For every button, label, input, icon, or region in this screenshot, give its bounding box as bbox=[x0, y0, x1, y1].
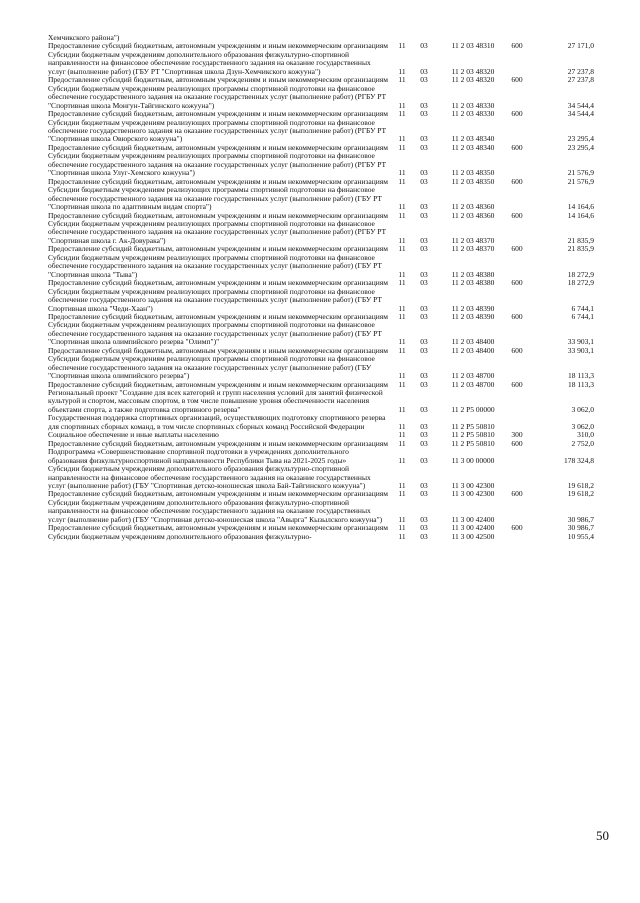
table-row bbox=[48, 321, 594, 346]
row-target-article-code: 11 2 03 48330 bbox=[451, 100, 495, 110]
row-subsection-code: 03 bbox=[420, 41, 428, 51]
row-expense-type-code: 300 bbox=[511, 430, 523, 440]
row-section-code: 11 bbox=[398, 244, 406, 254]
column-spacer bbox=[432, 119, 440, 144]
column-spacer bbox=[432, 279, 440, 287]
column-spacer bbox=[432, 186, 440, 211]
row-amount: 21 576,9 bbox=[567, 168, 594, 178]
column-spacer bbox=[432, 524, 440, 532]
row-amount: 34 544,4 bbox=[567, 100, 594, 110]
column-spacer bbox=[432, 389, 440, 414]
column-spacer bbox=[432, 254, 440, 279]
column-spacer bbox=[432, 34, 440, 42]
row-amount: 30 986,7 bbox=[567, 514, 594, 524]
row-expense-type-code bbox=[506, 220, 528, 245]
row-expense-type-code bbox=[506, 499, 528, 524]
row-description: Подпрограмма «Совершенствование спортивной подготовки в учреждениях дополнительного образования физкультурноспортивной направленности Республики Тыва на 2021-2025 годы» bbox=[48, 447, 349, 465]
column-spacer bbox=[432, 347, 440, 355]
row-section-code: 11 bbox=[398, 438, 406, 448]
row-target-article-code: 11 2 P5 50810 bbox=[451, 421, 495, 431]
row-description: Субсидии бюджетным учреждениям реализующих программы спортивной подготовки на финансовое обеспечение государственного задания на оказание государственных услуг (выполнение работ) (РГБУ РТ "Спортивная школа г. Ак-Довурака") bbox=[48, 218, 387, 245]
row-expense-type-code: 600 bbox=[511, 379, 523, 389]
row-subsection-code: 03 bbox=[420, 438, 428, 448]
row-target-article-code: 11 2 03 48360 bbox=[451, 202, 495, 212]
column-spacer bbox=[432, 212, 440, 220]
budget-table-body bbox=[48, 34, 594, 541]
column-spacer bbox=[432, 110, 440, 118]
row-section-code: 11 bbox=[398, 345, 406, 355]
row-description: Предоставление субсидий бюджетным, автономным учреждениям и иным некоммерческим организациям bbox=[48, 345, 388, 355]
row-expense-type-code bbox=[506, 448, 528, 465]
row-subsection-code: 03 bbox=[420, 202, 428, 212]
row-amount: 19 618,2 bbox=[567, 489, 594, 499]
row-amount: 27 171,0 bbox=[567, 41, 594, 51]
table-row bbox=[48, 465, 594, 490]
row-description: Предоставление субсидий бюджетным, автономным учреждениям и иным некоммерческим организациям bbox=[48, 176, 388, 186]
row-amount: 14 164,6 bbox=[567, 210, 594, 220]
row-description: Государственная поддержка спортивных организаций, осуществляющих подготовку спортивного резерва для спортивных сборных команд, в том числе спортивных сборных команд Российской Федерации bbox=[48, 413, 386, 431]
row-target-article-code: 11 2 03 48350 bbox=[451, 176, 495, 186]
row-target-article-code: 11 2 03 48320 bbox=[451, 66, 495, 76]
row-section-code: 11 bbox=[398, 134, 406, 144]
row-target-article-code: 11 2 03 48380 bbox=[451, 269, 495, 279]
row-description: Субсидии бюджетным учреждениям реализующих программы спортивной подготовки на финансовое обеспечение государственного задания на оказание государственных услуг (выполнение работ) (ГБУ "Спортивная школа олимпийского резерва") bbox=[48, 354, 375, 381]
row-section-code: 11 bbox=[398, 489, 406, 499]
row-expense-type-code bbox=[506, 414, 528, 431]
row-subsection-code: 03 bbox=[420, 311, 428, 321]
row-amount: 2 752,0 bbox=[571, 438, 594, 448]
row-target-article-code: 11 2 03 48400 bbox=[451, 345, 495, 355]
row-section-code: 11 bbox=[398, 142, 406, 152]
row-subsection-code: 03 bbox=[420, 176, 428, 186]
column-spacer bbox=[432, 321, 440, 346]
row-description: Предоставление субсидий бюджетным, автономным учреждениям и иным некоммерческим организациям bbox=[48, 244, 388, 254]
row-target-article-code: 11 2 03 48700 bbox=[451, 379, 495, 389]
table-row bbox=[48, 85, 594, 110]
row-expense-type-code bbox=[506, 51, 528, 76]
row-target-article-code: 11 2 P5 50810 bbox=[451, 438, 495, 448]
row-expense-type-code: 600 bbox=[511, 142, 523, 152]
row-section-code: 11 bbox=[398, 278, 406, 288]
row-subsection-code: 03 bbox=[420, 235, 428, 245]
row-description: Социальное обеспечение и иные выплаты населению bbox=[48, 430, 219, 440]
column-spacer bbox=[432, 465, 440, 490]
row-description: Субсидии бюджетным учреждениям реализующих программы спортивной подготовки на финансовое обеспечение государственного задания на оказание государственных услуг (выполнение работ) (РГБУ РТ "Спортивная школа Улуг-Хемского кожууна") bbox=[48, 151, 387, 178]
row-target-article-code: 11 2 03 48340 bbox=[451, 142, 495, 152]
row-subsection-code: 03 bbox=[420, 337, 428, 347]
row-subsection-code: 03 bbox=[420, 481, 428, 491]
row-expense-type-code bbox=[506, 355, 528, 380]
column-spacer bbox=[432, 42, 440, 50]
row-target-article-code: 11 3 00 42400 bbox=[451, 514, 495, 524]
row-section-code: 11 bbox=[398, 455, 406, 465]
table-row bbox=[48, 288, 594, 313]
row-section-code: 11 bbox=[398, 523, 406, 533]
table-row bbox=[48, 51, 594, 76]
row-amount: 34 544,4 bbox=[567, 109, 594, 119]
row-target-article-code: 11 2 03 48330 bbox=[451, 109, 495, 119]
row-target-article-code: 11 2 03 48400 bbox=[451, 337, 495, 347]
row-description: Предоставление субсидий бюджетным, автономным учреждениям и иным некоммерческим организациям bbox=[48, 75, 388, 85]
row-description: Субсидии бюджетным учреждениям дополнительного образования физкультурно-спортивной направленности на финансовое обеспечение государственного задания на оказание государственных услуг (выполнение работ) (ГБУ "Спортивная детско-юношеская школа Бай-Тайгинского кожууна") bbox=[48, 464, 371, 491]
row-section-code: 11 bbox=[398, 531, 406, 541]
row-expense-type-code: 600 bbox=[511, 278, 523, 288]
row-amount: 6 744,1 bbox=[571, 303, 594, 313]
row-section-code: 11 bbox=[398, 481, 406, 491]
row-expense-type-code bbox=[506, 533, 528, 541]
row-section-code: 11 bbox=[398, 311, 406, 321]
table-row bbox=[48, 448, 594, 465]
row-target-article-code: 11 3 00 42300 bbox=[451, 481, 495, 491]
row-amount: 178 324,8 bbox=[564, 455, 594, 465]
row-expense-type-code bbox=[506, 186, 528, 211]
column-spacer bbox=[432, 313, 440, 321]
row-expense-type-code: 600 bbox=[511, 75, 523, 85]
row-subsection-code: 03 bbox=[420, 303, 428, 313]
row-subsection-code: 03 bbox=[420, 371, 428, 381]
column-spacer bbox=[432, 85, 440, 110]
row-target-article-code: 11 2 03 48390 bbox=[451, 303, 495, 313]
row-subsection-code: 03 bbox=[420, 109, 428, 119]
row-section-code: 11 bbox=[398, 75, 406, 85]
row-description: Региональный проект "Создание для всех категорий и групп населения условий для занятий физической культурой и спортом, массовым спортом, в том числе повышение уровня обеспеченности населения объектами спорта, а также подготовка спортивного резерва" bbox=[48, 388, 383, 414]
table-row bbox=[48, 414, 594, 431]
row-description: Хемчикского района") bbox=[48, 33, 120, 42]
row-expense-type-code: 600 bbox=[511, 438, 523, 448]
row-subsection-code: 03 bbox=[420, 489, 428, 499]
column-spacer bbox=[432, 381, 440, 389]
row-expense-type-code bbox=[506, 321, 528, 346]
row-target-article-code: 11 3 00 00000 bbox=[451, 455, 495, 465]
row-subsection-code: 03 bbox=[420, 421, 428, 431]
row-amount: 30 986,7 bbox=[567, 523, 594, 533]
row-subsection-code: 03 bbox=[420, 455, 428, 465]
table-row bbox=[48, 254, 594, 279]
row-section-code: 11 bbox=[398, 235, 406, 245]
row-subsection-code: 03 bbox=[420, 269, 428, 279]
row-section-code: 11 bbox=[398, 66, 406, 76]
row-amount: 18 272,9 bbox=[567, 269, 594, 279]
row-section-code: 11 bbox=[398, 109, 406, 119]
row-description: Субсидии бюджетным учреждениям реализующих программы спортивной подготовки на финансовое обеспечение государственного задания на оказание государственных услуг (выполнение работ) (РГБУ РТ "Спортивная школа Монгун-Тайгинского кожууна") bbox=[48, 83, 387, 110]
column-spacer bbox=[432, 288, 440, 313]
row-subsection-code: 03 bbox=[420, 75, 428, 85]
row-section-code: 11 bbox=[398, 100, 406, 110]
column-spacer bbox=[432, 178, 440, 186]
row-amount: 3 062,0 bbox=[571, 421, 594, 431]
row-description: Предоставление субсидий бюджетным, автономным учреждениям и иным некоммерческим организациям bbox=[48, 523, 388, 533]
row-subsection-code: 03 bbox=[420, 514, 428, 524]
row-target-article-code: 11 2 03 48350 bbox=[451, 168, 495, 178]
column-spacer bbox=[432, 490, 440, 498]
row-subsection-code: 03 bbox=[420, 244, 428, 254]
table-row bbox=[48, 119, 594, 144]
row-description: Предоставление субсидий бюджетным, автономным учреждениям и иным некоммерческим организациям bbox=[48, 438, 388, 448]
row-target-article-code: 11 2 03 48320 bbox=[451, 75, 495, 85]
table-row bbox=[48, 533, 594, 541]
row-subsection-code: 03 bbox=[420, 404, 428, 414]
row-subsection-code: 03 bbox=[420, 531, 428, 541]
row-expense-type-code bbox=[506, 85, 528, 110]
row-expense-type-code bbox=[506, 389, 528, 414]
row-expense-type-code bbox=[506, 254, 528, 279]
row-expense-type-code: 600 bbox=[511, 109, 523, 119]
row-expense-type-code: 600 bbox=[511, 244, 523, 254]
row-expense-type-code bbox=[506, 288, 528, 313]
row-subsection-code: 03 bbox=[420, 345, 428, 355]
row-section-code: 11 bbox=[398, 404, 406, 414]
row-amount: 6 744,1 bbox=[571, 311, 594, 321]
row-description: Предоставление субсидий бюджетным, автономным учреждениям и иным некоммерческим организациям bbox=[48, 41, 388, 51]
row-amount: 23 295,4 bbox=[567, 142, 594, 152]
row-section-code: 11 bbox=[398, 430, 406, 440]
row-section-code: 11 bbox=[398, 176, 406, 186]
table-row bbox=[48, 355, 594, 380]
row-section-code: 11 bbox=[398, 168, 406, 178]
row-amount: 19 618,2 bbox=[567, 481, 594, 491]
column-spacer bbox=[432, 533, 440, 541]
row-description: Субсидии бюджетным учреждениям реализующих программы спортивной подготовки на финансовое обеспечение государственного задания на оказание государственных услуг (выполнение работ) (РГБУ РТ "Спортивная школа Овюрского кожууна") bbox=[48, 117, 387, 144]
row-section-code: 11 bbox=[398, 41, 406, 51]
row-section-code: 11 bbox=[398, 379, 406, 389]
row-expense-type-code: 600 bbox=[511, 523, 523, 533]
row-target-article-code: 11 2 03 48370 bbox=[451, 244, 495, 254]
budget-table bbox=[48, 34, 594, 541]
row-target-article-code: 11 2 03 48310 bbox=[451, 41, 495, 51]
row-amount: 18 272,9 bbox=[567, 278, 594, 288]
row-description: Субсидии бюджетным учреждениям реализующих программы спортивной подготовки на финансовое обеспечение государственного задания на оказание государственных услуг (выполнение работ) (ГБУ РТ Спортивная школа "Чеди-Хаан") bbox=[48, 286, 382, 313]
column-spacer bbox=[432, 355, 440, 380]
row-expense-type-code: 600 bbox=[511, 345, 523, 355]
row-subsection-code: 03 bbox=[420, 278, 428, 288]
column-spacer bbox=[432, 414, 440, 431]
row-target-article-code: 11 2 03 48380 bbox=[451, 278, 495, 288]
row-amount: 10 955,4 bbox=[567, 531, 594, 541]
row-subsection-code: 03 bbox=[420, 134, 428, 144]
row-amount: 21 835,9 bbox=[567, 235, 594, 245]
row-target-article-code: 11 2 03 48390 bbox=[451, 311, 495, 321]
row-description: Предоставление субсидий бюджетным, автономным учреждениям и иным некоммерческим организациям bbox=[48, 278, 388, 288]
row-description: Предоставление субсидий бюджетным, автономным учреждениям и иным некоммерческим организациям bbox=[48, 379, 388, 389]
row-description: Субсидии бюджетным учреждениям дополнительного образования физкультурно- bbox=[48, 531, 312, 541]
row-target-article-code: 11 2 P5 50810 bbox=[451, 430, 495, 440]
page-number: 50 bbox=[596, 828, 609, 843]
row-subsection-code: 03 bbox=[420, 379, 428, 389]
table-row bbox=[48, 186, 594, 211]
row-section-code: 11 bbox=[398, 269, 406, 279]
row-expense-type-code: 600 bbox=[511, 210, 523, 220]
row-section-code: 11 bbox=[398, 303, 406, 313]
row-subsection-code: 03 bbox=[420, 523, 428, 533]
row-amount: 14 164,6 bbox=[567, 202, 594, 212]
table-row bbox=[48, 220, 594, 245]
row-amount: 21 576,9 bbox=[567, 176, 594, 186]
row-target-article-code: 11 3 00 42500 bbox=[451, 531, 495, 541]
table-row bbox=[48, 152, 594, 177]
row-description: Предоставление субсидий бюджетным, автономным учреждениям и иным некоммерческим организациям bbox=[48, 311, 388, 321]
row-description: Предоставление субсидий бюджетным, автономным учреждениям и иным некоммерческим организациям bbox=[48, 109, 388, 119]
row-target-article-code: 11 2 03 48340 bbox=[451, 134, 495, 144]
row-amount: 27 237,8 bbox=[567, 66, 594, 76]
row-target-article-code: 11 2 03 48370 bbox=[451, 235, 495, 245]
row-target-article-code: 11 2 03 48360 bbox=[451, 210, 495, 220]
row-amount: 33 903,1 bbox=[567, 345, 594, 355]
row-subsection-code: 03 bbox=[420, 210, 428, 220]
row-description: Предоставление субсидий бюджетным, автономным учреждениям и иным некоммерческим организациям bbox=[48, 210, 388, 220]
row-expense-type-code bbox=[506, 465, 528, 490]
row-description: Субсидии бюджетным учреждениям реализующих программы спортивной подготовки на финансовое обеспечение государственного задания на оказание государственных услуг (выполнение работ) (ГБУ РТ "Спортивная школа "Тыва") bbox=[48, 252, 382, 279]
row-expense-type-code: 600 bbox=[511, 311, 523, 321]
column-spacer bbox=[432, 245, 440, 253]
column-spacer bbox=[432, 440, 440, 448]
row-section-code: 11 bbox=[398, 210, 406, 220]
row-section-code: 11 bbox=[398, 337, 406, 347]
column-spacer bbox=[432, 152, 440, 177]
row-subsection-code: 03 bbox=[420, 100, 428, 110]
column-spacer bbox=[432, 51, 440, 76]
row-target-article-code: 11 2 03 48700 bbox=[451, 371, 495, 381]
row-target-article-code: 11 3 00 42400 bbox=[451, 523, 495, 533]
row-expense-type-code: 600 bbox=[511, 489, 523, 499]
row-target-article-code: 11 3 00 42300 bbox=[451, 489, 495, 499]
row-amount: 3 062,0 bbox=[571, 404, 594, 414]
column-spacer bbox=[432, 144, 440, 152]
row-description: Субсидии бюджетным учреждениям реализующих программы спортивной подготовки на финансовое обеспечение государственного задания на оказание государственных услуг (выполнение работ) (ГБУ РТ "Спортивная школа олимпийского резерва "Олимп")" bbox=[48, 320, 382, 347]
row-amount: 23 295,4 bbox=[567, 134, 594, 144]
column-spacer bbox=[432, 448, 440, 465]
row-subsection-code: 03 bbox=[420, 430, 428, 440]
row-expense-type-code bbox=[506, 119, 528, 144]
row-description: Предоставление субсидий бюджетным, автономным учреждениям и иным некоммерческим организациям bbox=[48, 489, 388, 499]
row-amount: 310,0 bbox=[577, 430, 594, 440]
row-subsection-code: 03 bbox=[420, 66, 428, 76]
column-spacer bbox=[432, 499, 440, 524]
row-amount: 27 237,8 bbox=[567, 75, 594, 85]
row-description: Предоставление субсидий бюджетным, автономным учреждениям и иным некоммерческим организациям bbox=[48, 142, 388, 152]
row-section-code: 11 bbox=[398, 202, 406, 212]
row-expense-type-code bbox=[506, 152, 528, 177]
row-amount: 33 903,1 bbox=[567, 337, 594, 347]
column-spacer bbox=[432, 431, 440, 439]
row-subsection-code: 03 bbox=[420, 142, 428, 152]
table-row bbox=[48, 389, 594, 414]
row-target-article-code: 11 2 P5 00000 bbox=[451, 404, 495, 414]
row-expense-type-code: 600 bbox=[511, 41, 523, 51]
row-description: Субсидии бюджетным учреждениям реализующих программы спортивной подготовки на финансовое обеспечение государственного задания на оказание государственных услуг (выполнение работ) (ГБУ РТ "Спортивная школа по адаптивным видам спорта") bbox=[48, 185, 382, 212]
row-expense-type-code: 600 bbox=[511, 176, 523, 186]
row-section-code: 11 bbox=[398, 421, 406, 431]
row-description: Субсидии бюджетным учреждениям дополнительного образования физкультурно-спортивной направленности на финансовое обеспечение государственного задания на оказание государственных услуг (выполнение работ) (ГБУ РТ "Спортивная школа Дзун-Хемчикского кожууна") bbox=[48, 49, 371, 76]
row-section-code: 11 bbox=[398, 371, 406, 381]
row-description: Субсидии бюджетным учреждениям дополнительного образования физкультурно-спортивной направленности на финансовое обеспечение государственного задания на оказание государственных услуг (выполнение работ) (ГБУ "Спортивная детско-юношеская школа "Авырга" Кызылского кожууна") bbox=[48, 497, 383, 524]
row-amount: 18 113,3 bbox=[568, 371, 594, 381]
column-spacer bbox=[432, 220, 440, 245]
column-spacer bbox=[432, 76, 440, 84]
table-row bbox=[48, 499, 594, 524]
row-subsection-code: 03 bbox=[420, 168, 428, 178]
row-amount: 18 113,3 bbox=[568, 379, 594, 389]
row-section-code: 11 bbox=[398, 514, 406, 524]
row-amount: 21 835,9 bbox=[567, 244, 594, 254]
